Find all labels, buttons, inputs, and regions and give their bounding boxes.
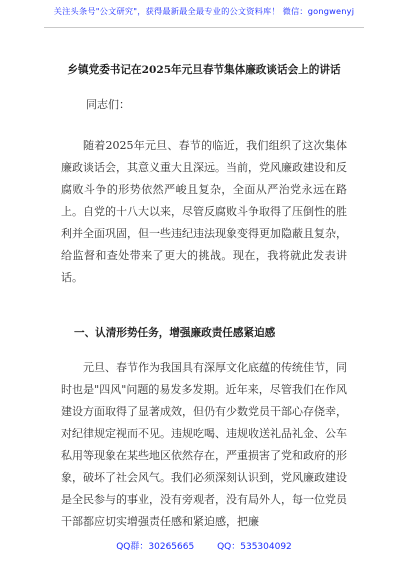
footer-qq-number: QQ：535304092: [217, 542, 292, 552]
header-divider: [44, 27, 364, 28]
promo-banner: 关注头条号"公文研究"，获得最新最全最专业的公文资料库！ 微信：gongwenyj: [53, 6, 355, 16]
paragraph-section-1: 元旦、春节作为我国具有深厚文化底蕴的传统佳节，同时也是"四风"问题的易发多发期。近年来，尽管我们在作风建设方面取得了显著成效，但仍有少数党员干部心存侥幸，对纪律规定视而不见。违规吃喝、违规收送礼品礼金、公车私用等现象在某些地区依然存在，严重损害了党和政府的形象，破坏了社会风气。我们必须深刻认识到，党风廉政建设是全民参与的事业，没有旁观者，没有局外人，每一位党员干部都应切实增强责任感和紧迫感，把廉: [61, 361, 347, 528]
salutation: 同志们：: [86, 98, 130, 111]
document-title: 乡镇党委书记在2025年元旦春节集体廉政谈话会上的讲话: [67, 64, 341, 76]
footer-contact: [0, 539, 408, 552]
section-heading-1: 一、认清形势任务，增强廉政责任感紧迫感: [74, 327, 276, 339]
paragraph-intro: 随着2025年元旦、春节的临近，我们组织了这次集体廉政谈话会，其意义重大且深远。当前，党风廉政建设和反腐败斗争的形势依然严峻且复杂，全面从严治党永远在路上。自党的十八大以来，尽管反腐败斗争取得了压倒性的胜利并全面巩固，但一些违纪违法现象变得更加隐蔽且复杂，给监督和查处带来了更大的挑战。现在，我将就此发表讲话。: [61, 139, 347, 284]
footer-qq-group: QQ群：30265665: [116, 542, 195, 552]
